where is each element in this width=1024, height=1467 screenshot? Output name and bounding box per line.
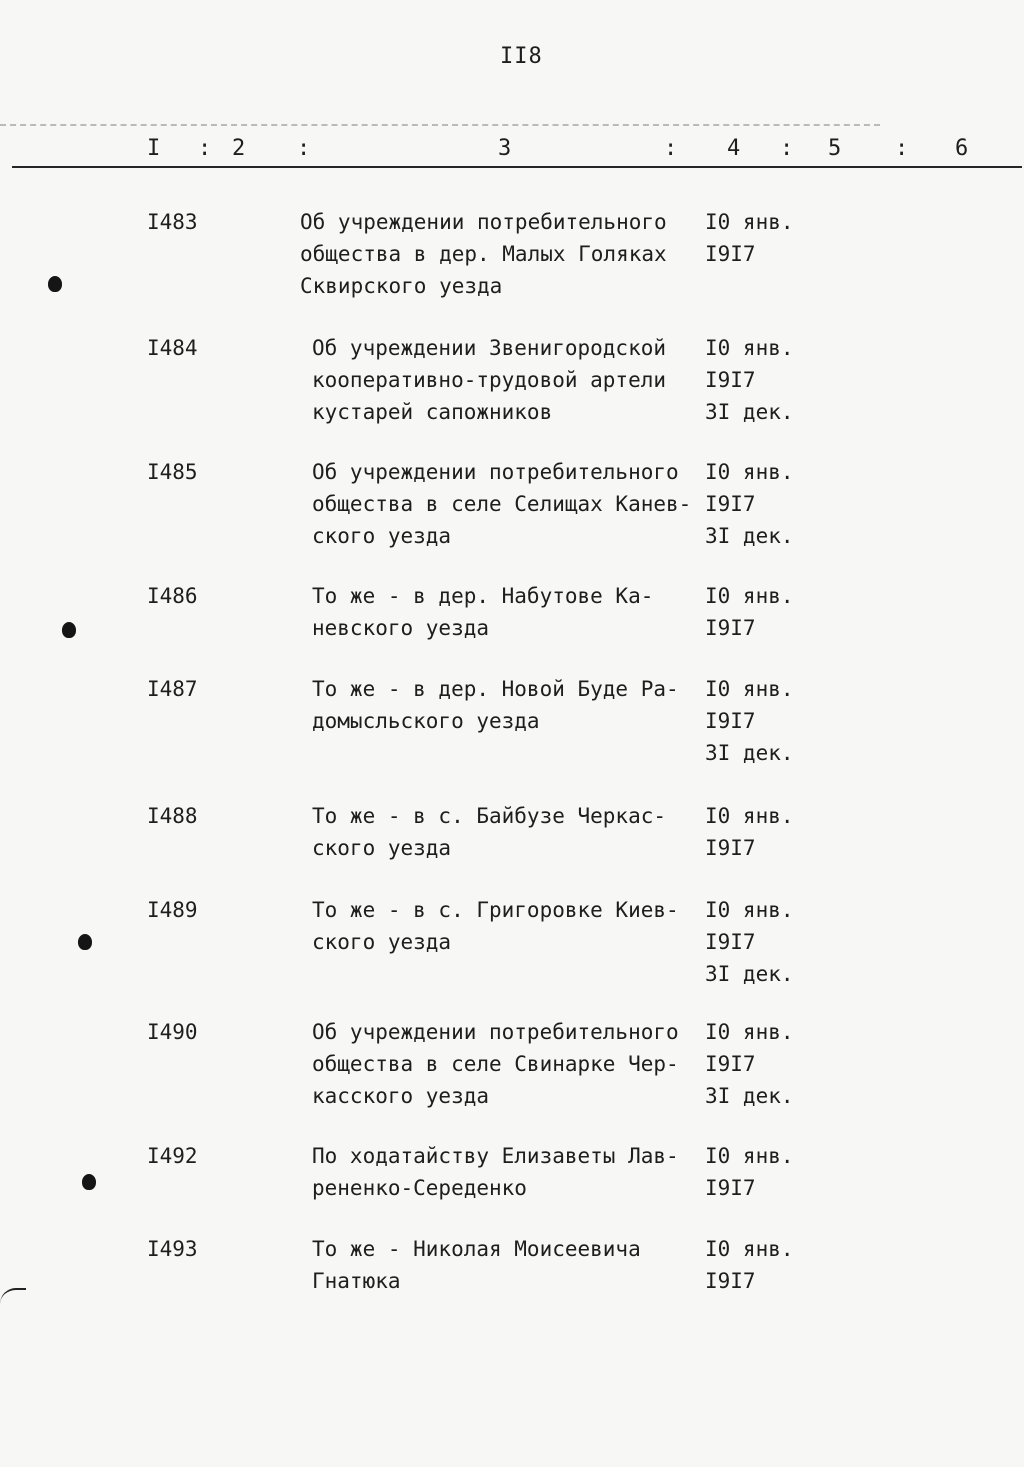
description-line: общества в селе Селищах Канев- (312, 492, 692, 516)
date-line: I9I7 (705, 1269, 756, 1293)
entry-dates (705, 894, 825, 990)
column-header-row (0, 136, 1024, 164)
description-line: кустарей сапожников (312, 400, 553, 424)
date-line: 3I дек. (705, 524, 794, 548)
column-2-label: 2 (232, 136, 246, 161)
entry-description (312, 1140, 712, 1204)
description-line: Об учреждении Звенигородской (312, 336, 667, 360)
entry-number: I484 (147, 336, 198, 360)
punch-hole (78, 934, 92, 950)
description-line: ского уезда (312, 524, 452, 548)
description-line: Сквирского уезда (300, 274, 503, 298)
description-line: домысльского уезда (312, 709, 540, 733)
entry-description (312, 800, 712, 864)
column-separator: : (198, 136, 212, 161)
column-separator: : (664, 136, 678, 161)
entry-number: I487 (147, 677, 198, 701)
date-line: I9I7 (705, 616, 756, 640)
date-line: 3I дек. (705, 1084, 794, 1108)
entry-description (312, 580, 712, 644)
punch-hole (82, 1174, 96, 1190)
entry-description (312, 1016, 712, 1112)
entry-number: I488 (147, 804, 198, 828)
entry-description (312, 332, 712, 428)
date-line: 3I дек. (705, 741, 794, 765)
date-line: I0 янв. (705, 898, 794, 922)
description-line: ского уезда (312, 836, 452, 860)
entry-description (300, 206, 700, 302)
punch-hole (62, 622, 76, 638)
date-line: I0 янв. (705, 210, 794, 234)
column-separator: : (895, 136, 909, 161)
date-line: I9I7 (705, 242, 756, 266)
date-line: I9I7 (705, 368, 756, 392)
description-line: общества в дер. Малых Голяках (300, 242, 667, 266)
date-line: I9I7 (705, 930, 756, 954)
entry-dates (705, 206, 825, 270)
entry-dates (705, 800, 825, 864)
description-line: Об учреждении потребительного (300, 210, 667, 234)
description-line: То же - в с. Григоровке Киев- (312, 898, 679, 922)
column-5-label: 5 (828, 136, 842, 161)
date-line: I9I7 (705, 1052, 756, 1076)
description-line: То же - в с. Байбузе Черкас- (312, 804, 667, 828)
entry-description (312, 456, 712, 552)
entry-description (312, 673, 712, 737)
date-line: I9I7 (705, 1176, 756, 1200)
entry-dates (705, 1016, 825, 1112)
date-line: I0 янв. (705, 336, 794, 360)
description-line: общества в селе Свинарке Чер- (312, 1052, 679, 1076)
page-number: II8 (500, 44, 543, 69)
margin-mark (0, 1288, 26, 1304)
entry-number: I490 (147, 1020, 198, 1044)
faint-dotted-rule (0, 124, 880, 126)
description-line: кооперативно-трудовой артели (312, 368, 667, 392)
description-line: То же - в дер. Набутове Ка- (312, 584, 654, 608)
date-line: I9I7 (705, 709, 756, 733)
entry-number: I493 (147, 1237, 198, 1261)
date-line: I0 янв. (705, 1144, 794, 1168)
description-line: Гнатюка (312, 1269, 401, 1293)
date-line: I0 янв. (705, 460, 794, 484)
column-6-label: 6 (955, 136, 969, 161)
entry-dates (705, 456, 825, 552)
entry-description (312, 894, 712, 958)
description-line: касского уезда (312, 1084, 490, 1108)
punch-hole (48, 276, 62, 292)
date-line: I0 янв. (705, 677, 794, 701)
description-line: Об учреждении потребительного (312, 460, 679, 484)
entry-number: I486 (147, 584, 198, 608)
column-separator: : (780, 136, 794, 161)
date-line: 3I дек. (705, 400, 794, 424)
entry-dates (705, 332, 825, 428)
entry-number: I489 (147, 898, 198, 922)
description-line: ского уезда (312, 930, 452, 954)
date-line: I9I7 (705, 836, 756, 860)
column-4-label: 4 (727, 136, 741, 161)
column-separator: : (297, 136, 311, 161)
entry-dates (705, 673, 825, 769)
entry-dates (705, 1233, 825, 1297)
date-line: I0 янв. (705, 1020, 794, 1044)
date-line: I9I7 (705, 492, 756, 516)
header-rule (12, 166, 1022, 168)
description-line: По ходатайству Елизаветы Лав- (312, 1144, 679, 1168)
entry-dates (705, 1140, 825, 1204)
description-line: То же - Николая Моисеевича (312, 1237, 641, 1261)
description-line: невского уезда (312, 616, 490, 640)
entry-number: I483 (147, 210, 198, 234)
date-line: 3I дек. (705, 962, 794, 986)
entry-dates (705, 580, 825, 644)
entry-number: I492 (147, 1144, 198, 1168)
description-line: То же - в дер. Новой Буде Ра- (312, 677, 679, 701)
column-3-label: 3 (498, 136, 512, 161)
description-line: Об учреждении потребительного (312, 1020, 679, 1044)
entry-number: I485 (147, 460, 198, 484)
date-line: I0 янв. (705, 584, 794, 608)
description-line: рененко-Середенко (312, 1176, 527, 1200)
date-line: I0 янв. (705, 804, 794, 828)
column-1-label: I (147, 136, 161, 161)
entry-description (312, 1233, 712, 1297)
date-line: I0 янв. (705, 1237, 794, 1261)
